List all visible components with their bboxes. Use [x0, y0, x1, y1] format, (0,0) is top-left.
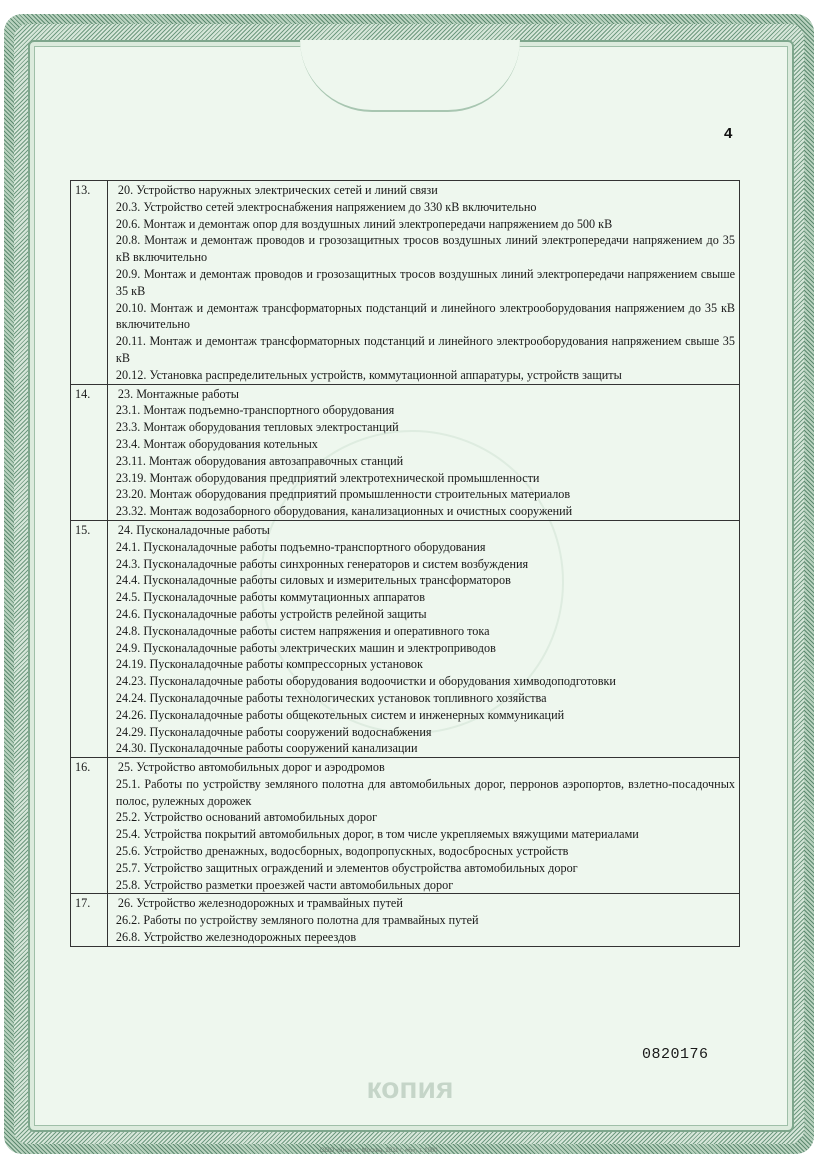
- activity-item: 23.1. Монтаж подъемно-транспортного оборудования: [115, 403, 395, 418]
- activity-item: 23.11. Монтаж оборудования автозаправочных станций: [115, 453, 404, 468]
- activity-group-heading: 26. Устройство железнодорожных и трамвайных путей: [117, 896, 403, 911]
- activity-item: 20.10. Монтаж и демонтаж трансформаторных подстанций и линейного электрооборудования напряжением до 35 кВ включительно: [115, 300, 735, 332]
- row-activities: [107, 181, 739, 385]
- activity-item: 25.2. Устройство оснований автомобильных дорог: [115, 810, 378, 825]
- activity-group-heading: 23. Монтажные работы: [117, 386, 239, 401]
- table-row: [71, 520, 740, 757]
- row-activities: [107, 384, 739, 520]
- activity-item: 23.4. Монтаж оборудования котельных: [115, 436, 318, 451]
- page-number: 4: [724, 125, 733, 142]
- activity-item: 23.20. Монтаж оборудования предприятий промышленности строительных материалов: [115, 487, 571, 502]
- row-activities: [107, 520, 739, 757]
- activity-item: 20.6. Монтаж и демонтаж опор для воздушных линий электропередачи напряжением до 500 кВ: [115, 216, 613, 231]
- activity-item: 25.1. Работы по устройству земляного полотна для автомобильных дорог, перронов аэропортов, взлетно-посадочных полос, рулежных дорожек: [115, 776, 735, 808]
- activities-table-body: [71, 181, 740, 947]
- activity-item: 24.24. Пусконаладочные работы технологических установок топливного хозяйства: [115, 690, 547, 705]
- row-number: 15.: [71, 520, 108, 757]
- activity-item: 20.11. Монтаж и демонтаж трансформаторных подстанций и линейного электрооборудования напряжением свыше 35 кВ: [115, 334, 735, 365]
- table-row: [71, 894, 740, 946]
- activity-item: 24.9. Пусконаладочные работы электрических машин и электроприводов: [115, 640, 496, 655]
- activity-item: 26.2. Работы по устройству земляного полотна для трамвайных путей: [115, 913, 479, 928]
- activity-item: 25.7. Устройство защитных ограждений и элементов обустройства автомобильных дорог: [115, 860, 578, 875]
- activity-item: 20.12. Установка распределительных устройств, коммутационной аппаратуры, устройств защиты: [115, 367, 622, 382]
- activity-item: 25.6. Устройство дренажных, водосборных, водопропускных, водосбросных устройств: [115, 844, 569, 859]
- activity-group-heading: 25. Устройство автомобильных дорог и аэродромов: [117, 760, 385, 775]
- table-row: [71, 384, 740, 520]
- activity-item: 24.4. Пусконаладочные работы силовых и измерительных трансформаторов: [115, 573, 511, 588]
- row-activities: [107, 894, 739, 946]
- activity-item: 24.23. Пусконаладочные работы оборудования водоочистки и оборудования химводоподготовки: [115, 674, 616, 689]
- activity-item: 24.6. Пусконаладочные работы устройств релейной защиты: [115, 606, 427, 621]
- printer-imprint: ООО «Знак» г. Москва, 2011 г. «Б», т. 1000: [320, 1148, 438, 1154]
- activity-item: 23.3. Монтаж оборудования тепловых электростанций: [115, 420, 399, 435]
- activity-item: 24.5. Пусконаладочные работы коммутационных аппаратов: [115, 590, 426, 605]
- activity-item: 24.30. Пусконаладочные работы сооружений канализации: [115, 741, 418, 756]
- row-number: 14.: [71, 384, 108, 520]
- table-row: [71, 181, 740, 385]
- activity-item: 20.3. Устройство сетей электроснабжения напряжением до 330 кВ включительно: [115, 199, 537, 214]
- activity-item: 23.19. Монтаж оборудования предприятий электротехнической промышленности: [115, 470, 540, 485]
- activity-item: 24.1. Пусконаладочные работы подъемно-транспортного оборудования: [115, 539, 486, 554]
- row-number: 13.: [71, 181, 108, 385]
- activity-item: 23.32. Монтаж водозаборного оборудования, канализационных и очистных сооружений: [115, 504, 573, 519]
- activities-table: [70, 180, 740, 947]
- row-activities: [107, 758, 739, 894]
- activity-item: 24.19. Пусконаладочные работы компрессорных установок: [115, 657, 423, 672]
- activity-item: 25.4. Устройства покрытий автомобильных дорог, в том числе укрепляемых вяжущими материалами: [115, 827, 639, 842]
- serial-number: 0820176: [642, 1046, 709, 1063]
- activity-group-heading: 20. Устройство наружных электрических сетей и линий связи: [117, 183, 438, 197]
- row-number: 16.: [71, 758, 108, 894]
- activity-item: 24.29. Пусконаладочные работы сооружений водоснабжения: [115, 724, 432, 739]
- activity-item: 24.8. Пусконаладочные работы систем напряжения и оперативного тока: [115, 623, 490, 638]
- activity-item: 26.8. Устройство железнодорожных переездов: [115, 930, 357, 945]
- row-number: 17.: [71, 894, 108, 946]
- activity-item: 24.26. Пусконаладочные работы общекотельных систем и инженерных коммуникаций: [115, 707, 565, 722]
- activity-item: 24.3. Пусконаладочные работы синхронных генераторов и систем возбуждения: [115, 556, 529, 571]
- copy-stamp: копия: [366, 1072, 454, 1105]
- activity-item: 20.9. Монтаж и демонтаж проводов и грозозащитных тросов воздушных линий электропередачи напряжением свыше 35 кВ: [115, 266, 735, 298]
- activity-group-heading: 24. Пусконаладочные работы: [117, 522, 270, 537]
- activity-item: 25.8. Устройство разметки проезжей части автомобильных дорог: [115, 877, 454, 892]
- activity-item: 20.8. Монтаж и демонтаж проводов и грозозащитных тросов воздушных линий электропередачи напряжением до 35 кВ включительно: [115, 233, 735, 265]
- table-row: [71, 758, 740, 894]
